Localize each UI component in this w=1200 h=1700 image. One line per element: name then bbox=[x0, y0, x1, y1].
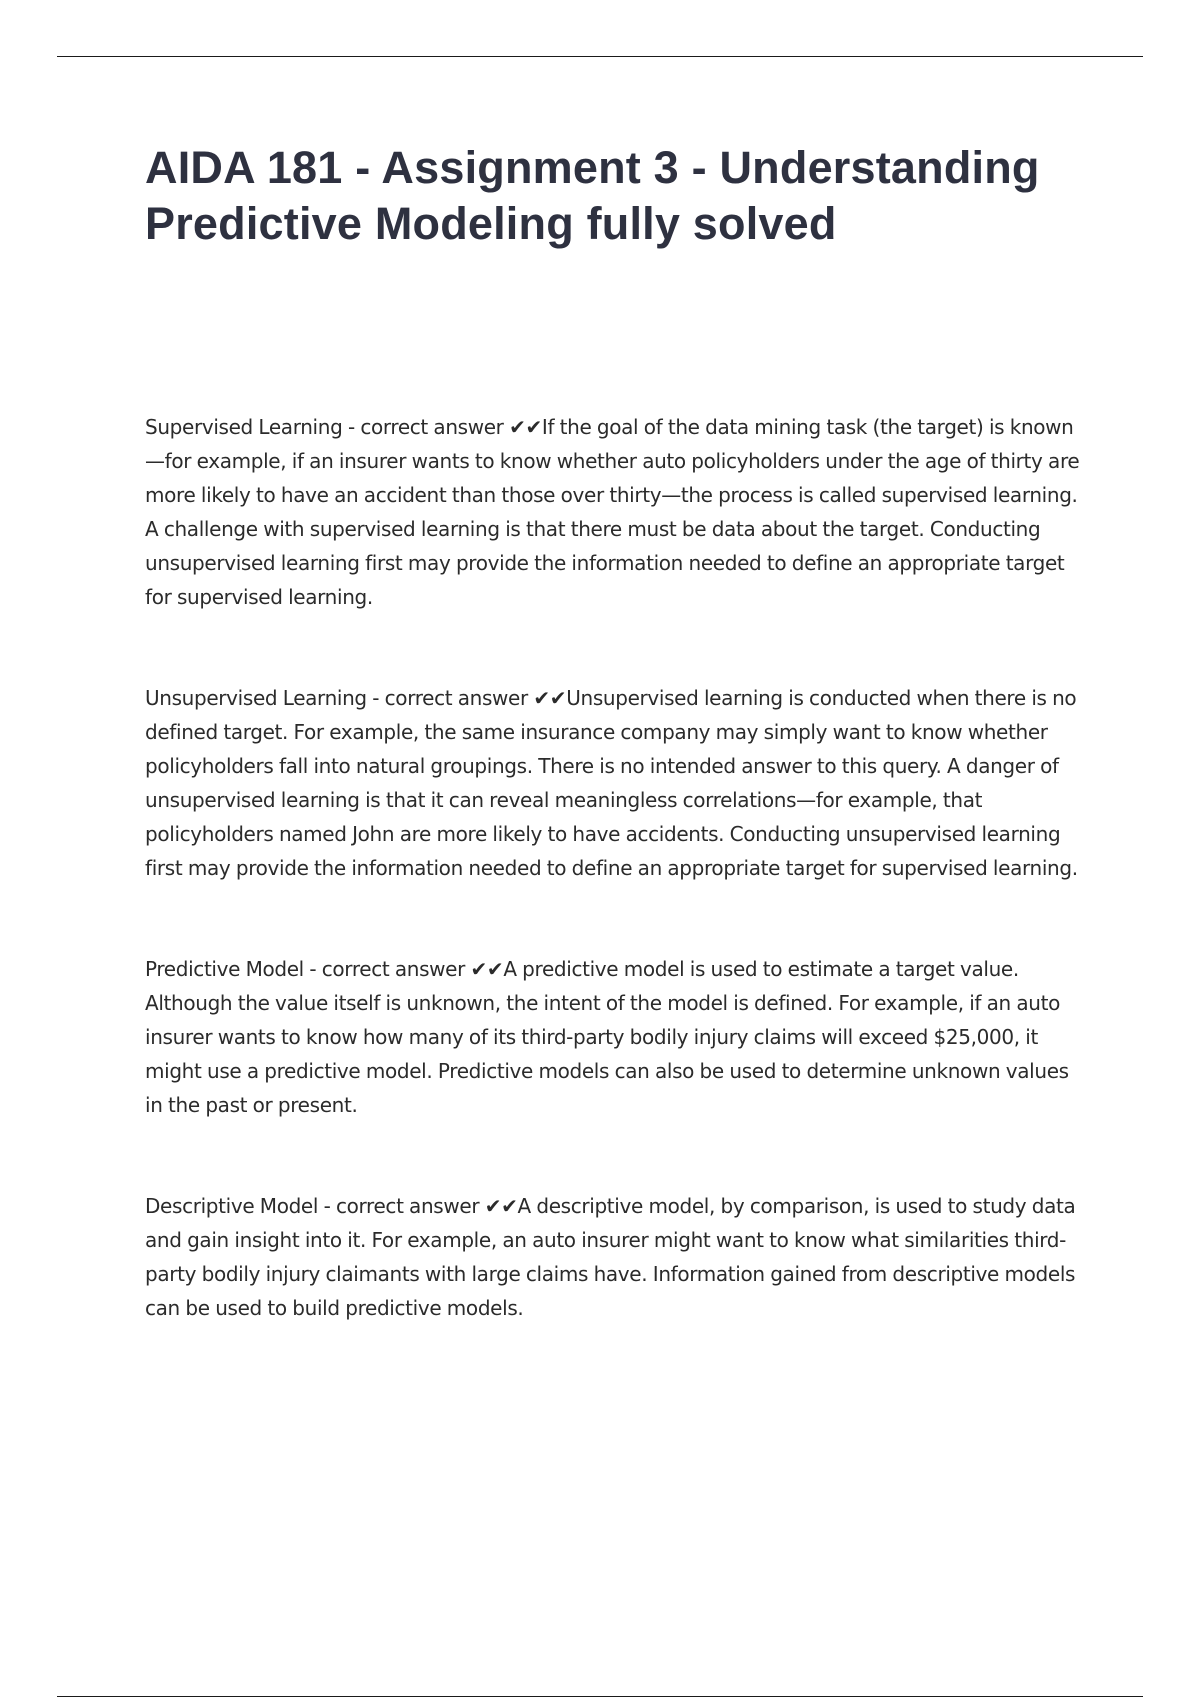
entry-separator: - correct answer ✔✔ bbox=[318, 1194, 518, 1218]
entry-answer: Unsupervised learning is conducted when there is no defined target. For example, the same insurance company may simply want to know whether policyholders fall into natural groupings. There is no intended answer to this query. A danger of unsupervised learning is that it can reveal meaningless correlations—for example, that policyholders named John are more likely to have accidents. Conducting unsupervised learning first may provide the information needed to define an appropriate target for supervised learning. bbox=[145, 686, 1078, 880]
qa-entry-predictive-model bbox=[145, 952, 1085, 1122]
document-title: AIDA 181 - Assignment 3 - Understanding Predictive Modeling fully solved bbox=[145, 142, 1040, 249]
entry-answer: A descriptive model, by comparison, is used to study data and gain insight into it. For example, an auto insurer might want to know what similarities third-party bodily injury claimants with large claims have. Information gained from descriptive models can be used to build predictive models. bbox=[145, 1194, 1076, 1320]
entry-answer: A predictive model is used to estimate a target value. Although the value itself is unknown, the intent of the model is defined. For example, if an auto insurer wants to know how many of its third-party bodily injury claims will exceed $25,000, it might use a predictive model. Predictive models can also be used to determine unknown values in the past or present. bbox=[145, 957, 1069, 1117]
qa-entries bbox=[145, 410, 1085, 1392]
entry-term: Predictive Model bbox=[145, 957, 304, 981]
qa-entry-descriptive-model bbox=[145, 1189, 1085, 1325]
bottom-rule bbox=[57, 1696, 1143, 1697]
entry-separator: - correct answer ✔✔ bbox=[366, 686, 567, 710]
entry-separator: - correct answer ✔✔ bbox=[303, 957, 504, 981]
entry-term: Unsupervised Learning bbox=[145, 686, 367, 710]
entry-separator: - correct answer ✔✔ bbox=[342, 415, 542, 439]
entry-answer: If the goal of the data mining task (the target) is known—for example, if an insurer wants to know whether auto policyholders under the age of thirty are more likely to have an accident than those over thirty—the process is called supervised learning. A challenge with supervised learning is that there must be data about the target. Conducting unsupervised learning first may provide the information needed to define an appropriate target for supervised learning. bbox=[145, 415, 1080, 609]
qa-entry-supervised-learning bbox=[145, 410, 1085, 614]
qa-entry-unsupervised-learning bbox=[145, 681, 1085, 885]
entry-term: Descriptive Model bbox=[145, 1194, 319, 1218]
entry-term: Supervised Learning bbox=[145, 415, 343, 439]
top-rule bbox=[57, 56, 1143, 57]
